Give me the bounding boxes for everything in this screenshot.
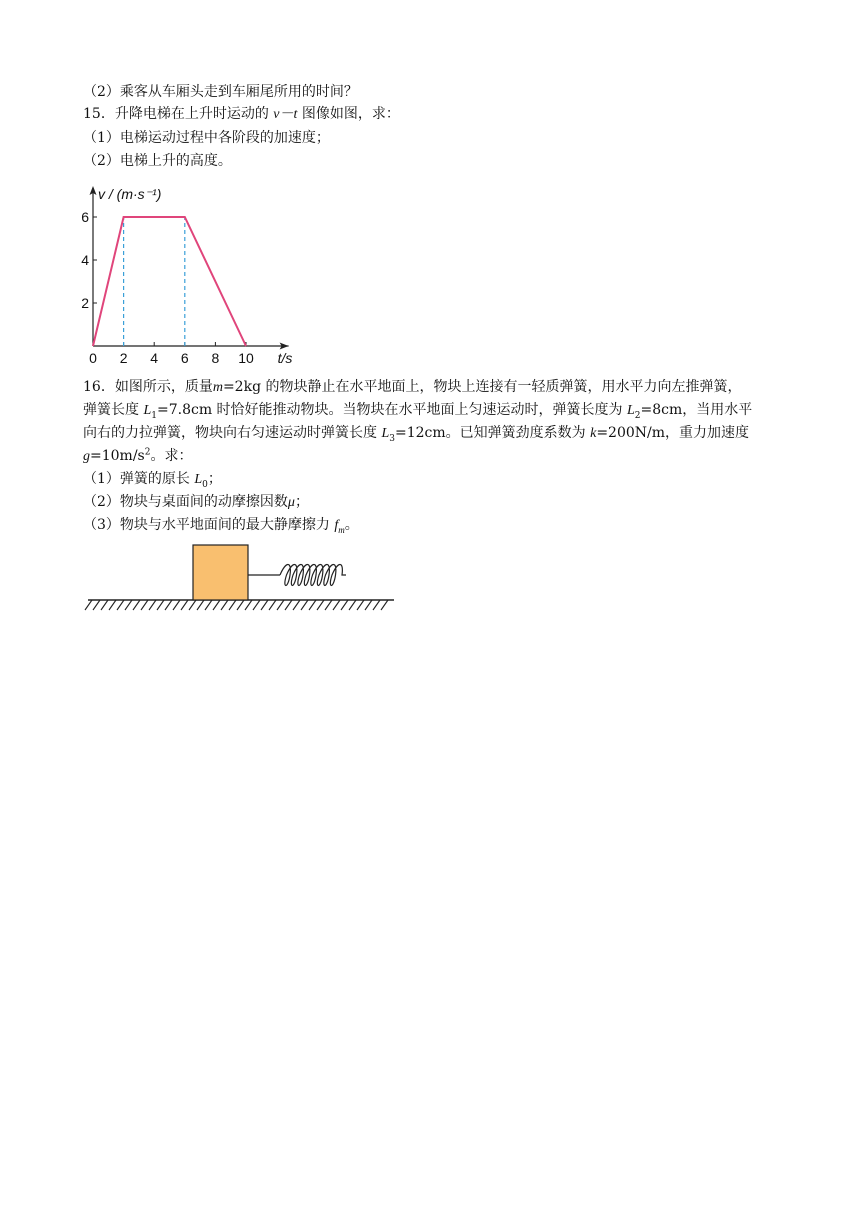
vt-chart xyxy=(80,180,310,365)
hatch-mark xyxy=(93,600,100,610)
hatch-mark xyxy=(317,600,324,610)
x-tick-label: 10 xyxy=(238,350,254,365)
hatch-mark xyxy=(301,600,308,610)
hatch-mark xyxy=(277,600,284,610)
q16-part1: （1）弹簧的原长 $L_0$； xyxy=(83,471,222,490)
hatch-mark xyxy=(357,600,364,610)
x-tick-label: 2 xyxy=(119,350,128,365)
q16-part3: （3）物块与水平地面间的最大静摩擦力 $f_m$。 xyxy=(83,517,359,535)
hatch-mark xyxy=(157,600,164,610)
q16-line3: 向右的力拉弹簧，物块向右匀速运动时弹簧长度 $L_3=12cm$。已知弹簧劲度系数为 k=200N/m，重力加速度 xyxy=(83,425,750,444)
hatch-mark xyxy=(293,600,300,610)
hatch-mark xyxy=(333,600,340,610)
y-tick-label: 2 xyxy=(81,295,89,311)
hatch-mark xyxy=(373,600,380,610)
q15-part2: （2）电梯上升的高度。 xyxy=(83,153,232,169)
hatch-mark xyxy=(229,600,236,610)
block-spring-diagram xyxy=(84,540,404,615)
hatch-mark xyxy=(261,600,268,610)
hatch-mark xyxy=(309,600,316,610)
hatch-mark xyxy=(181,600,188,610)
ground-hatch xyxy=(85,600,388,610)
hatch-mark xyxy=(205,600,212,610)
hatch-mark xyxy=(285,600,292,610)
hatch-mark xyxy=(237,600,244,610)
q15-stem: 15．升降电梯在上升时运动的 v－t 图像如图，求： xyxy=(83,106,400,122)
x-tick-label: 8 xyxy=(211,350,220,365)
y-axis-label: v / (m·s⁻¹) xyxy=(98,186,162,202)
x-tick-label: 0 xyxy=(89,350,97,365)
q16-line1: 16．如图所示，质量m=2kg 的物块静止在水平地面上，物块上连接有一轻质弹簧，用水平力向左推弹簧， xyxy=(83,379,742,395)
hatch-mark xyxy=(245,600,252,610)
hatch-mark xyxy=(213,600,220,610)
hatch-mark xyxy=(125,600,132,610)
hatch-mark xyxy=(325,600,332,610)
hatch-mark xyxy=(101,600,108,610)
hatch-mark xyxy=(253,600,260,610)
hatch-mark xyxy=(141,600,148,610)
hatch-mark xyxy=(381,600,388,610)
block xyxy=(193,545,248,600)
spring-coil xyxy=(280,565,346,586)
q16-line2: 弹簧长度 $L_1=7.8cm$ 时恰好能推动物块。当物块在水平地面上匀速运动时，弹簧长度为 $L_2=8cm$，当用水平 xyxy=(83,402,753,421)
x-axis-label: t/s xyxy=(277,350,293,365)
hatch-mark xyxy=(269,600,276,610)
x-tick-label: 4 xyxy=(150,350,159,365)
hatch-mark xyxy=(149,600,156,610)
hatch-mark xyxy=(117,600,124,610)
hatch-mark xyxy=(349,600,356,610)
hatch-mark xyxy=(365,600,372,610)
q14-part2: （2）乘客从车厢头走到车厢尾所用的时间？ xyxy=(83,84,358,100)
y-tick-label: 4 xyxy=(81,252,89,268)
hatch-mark xyxy=(133,600,140,610)
hatch-mark xyxy=(197,600,204,610)
hatch-mark xyxy=(189,600,196,610)
q16-part2: （2）物块与桌面间的动摩擦因数μ； xyxy=(83,494,309,510)
hatch-mark xyxy=(173,600,180,610)
q16-line4: $g=10m/s^2$。求： xyxy=(83,447,193,464)
hatch-mark xyxy=(85,600,92,610)
hatch-mark xyxy=(221,600,228,610)
x-tick-label: 6 xyxy=(180,350,189,365)
q15-part1: （1）电梯运动过程中各阶段的加速度； xyxy=(83,130,330,146)
hatch-mark xyxy=(341,600,348,610)
velocity-line xyxy=(93,217,246,346)
hatch-mark xyxy=(109,600,116,610)
y-tick-label: 6 xyxy=(81,209,89,225)
hatch-mark xyxy=(165,600,172,610)
